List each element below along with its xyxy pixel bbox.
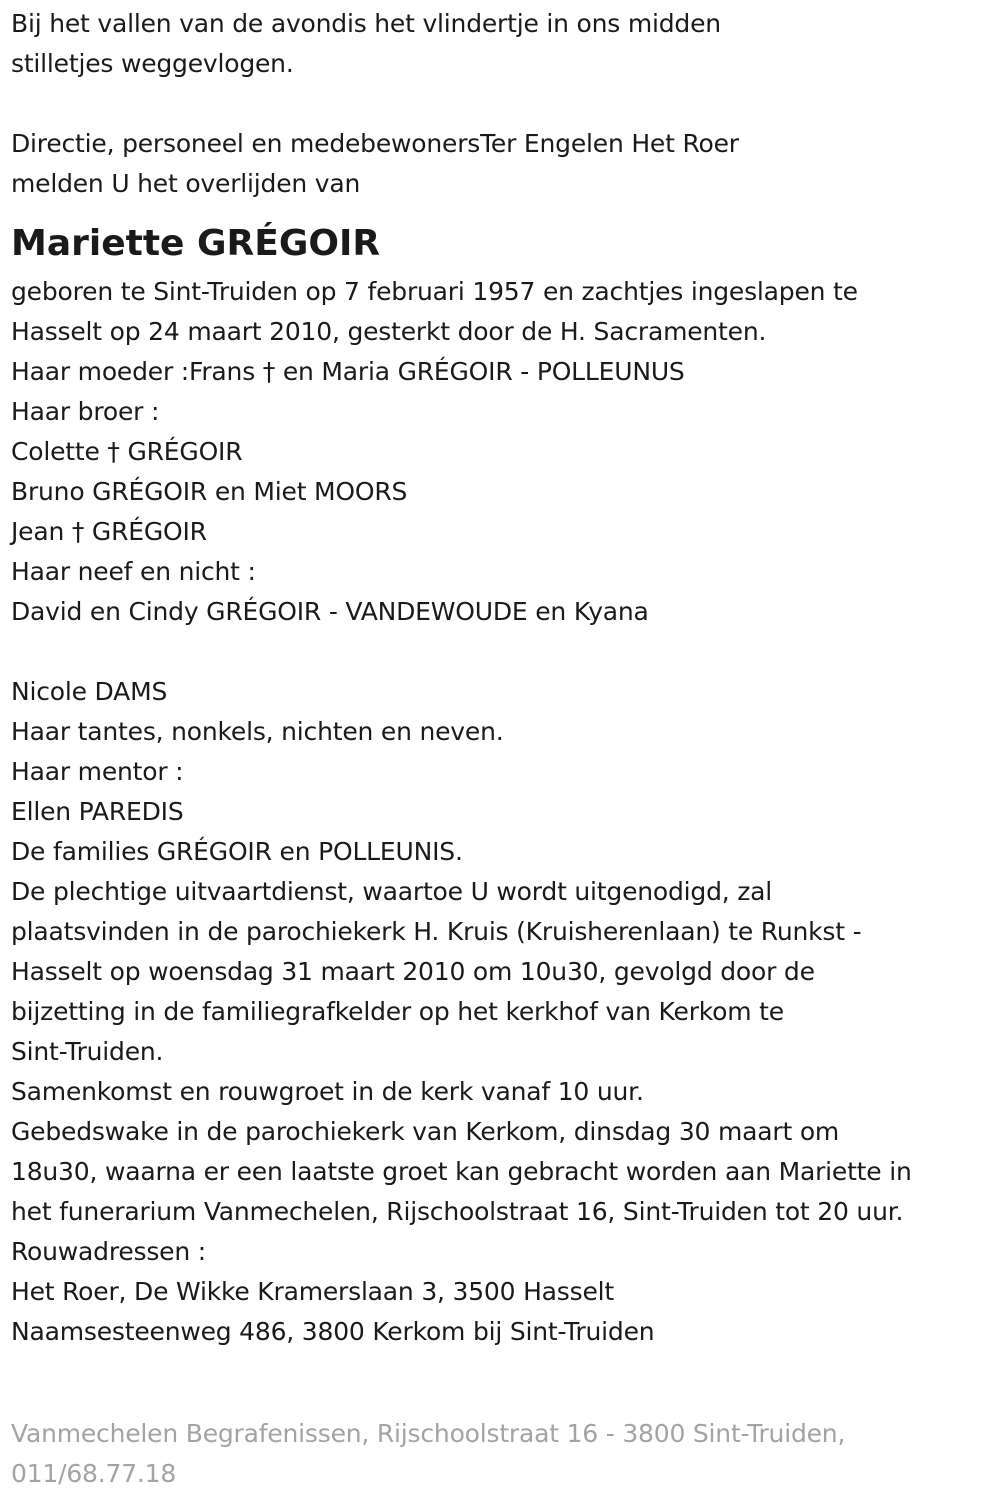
body-line: David en Cindy GRÉGOIR - VANDEWOUDE en Kyana <box>11 597 649 626</box>
body-line: De families GRÉGOIR en POLLEUNIS. <box>11 837 463 866</box>
body-line: Rouwadressen : <box>11 1237 206 1266</box>
intro-line-1: Bij het vallen van de avondis het vlindertje in ons midden <box>11 9 721 38</box>
body-line: Jean † GRÉGOIR <box>11 517 207 546</box>
funeral-home-footer <box>11 1414 996 1494</box>
ceremony-section <box>11 672 996 1352</box>
body-line: Hasselt op 24 maart 2010, gesterkt door de H. Sacramenten. <box>11 317 767 346</box>
body-line: Het Roer, De Wikke Kramerslaan 3, 3500 Hasselt <box>11 1277 614 1306</box>
footer-line-2: 011/68.77.18 <box>11 1459 177 1488</box>
body-line: Hasselt op woensdag 31 maart 2010 om 10u30, gevolgd door de <box>11 957 815 986</box>
body-line: Sint-Truiden. <box>11 1037 164 1066</box>
body-line: Haar moeder :Frans † en Maria GRÉGOIR - POLLEUNUS <box>11 357 685 386</box>
body-line: Samenkomst en rouwgroet in de kerk vanaf 10 uur. <box>11 1077 644 1106</box>
body-line: Haar broer : <box>11 397 160 426</box>
spacer <box>11 632 996 672</box>
body-line: Bruno GRÉGOIR en Miet MOORS <box>11 477 408 506</box>
body-line: Haar tantes, nonkels, nichten en neven. <box>11 717 504 746</box>
body-line: Gebedswake in de parochiekerk van Kerkom, dinsdag 30 maart om <box>11 1117 840 1146</box>
footer-line-1: Vanmechelen Begrafenissen, Rijschoolstraat 16 - 3800 Sint-Truiden, <box>11 1419 846 1448</box>
body-line: bijzetting in de familiegrafkelder op het kerkhof van Kerkom te <box>11 997 784 1026</box>
body-line: Haar neef en nicht : <box>11 557 256 586</box>
obituary-document <box>11 4 996 1352</box>
body-line: De plechtige uitvaartdienst, waartoe U wordt uitgenodigd, zal <box>11 877 773 906</box>
body-line: geboren te Sint-Truiden op 7 februari 1957 en zachtjes ingeslapen te <box>11 277 858 306</box>
body-line: Haar mentor : <box>11 757 184 786</box>
body-line: Colette † GRÉGOIR <box>11 437 243 466</box>
announcement-line-2: melden U het overlijden van <box>11 169 361 198</box>
body-line: het funerarium Vanmechelen, Rijschoolstraat 16, Sint-Truiden tot 20 uur. <box>11 1197 904 1226</box>
body-line: Ellen PAREDIS <box>11 797 184 826</box>
body-line: 18u30, waarna er een laatste groet kan gebracht worden aan Mariette in <box>11 1157 912 1186</box>
deceased-name: Mariette GRÉGOIR <box>11 223 381 264</box>
intro-line-2: stilletjes weggevlogen. <box>11 49 294 78</box>
spacer <box>11 84 996 124</box>
body-line: Nicole DAMS <box>11 677 168 706</box>
family-section <box>11 272 996 632</box>
body-line: plaatsvinden in de parochiekerk H. Kruis (Kruisherenlaan) te Runkst - <box>11 917 862 946</box>
body-line: Naamsesteenweg 486, 3800 Kerkom bij Sint-Truiden <box>11 1317 655 1346</box>
announcement-line-1: Directie, personeel en medebewonersTer Engelen Het Roer <box>11 129 739 158</box>
